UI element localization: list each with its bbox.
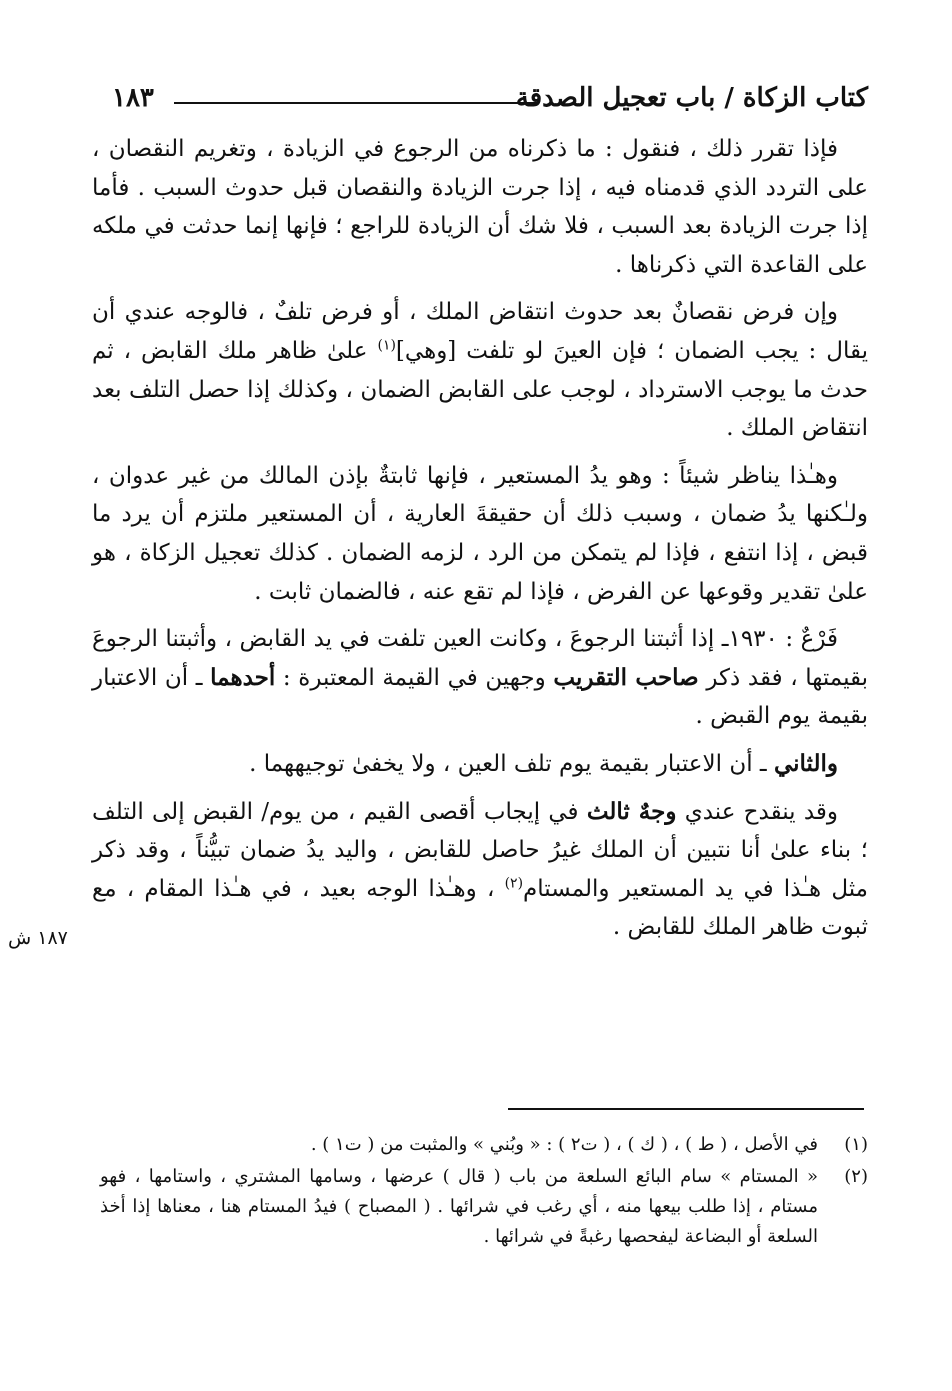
footnote-number: (١)	[844, 1134, 868, 1155]
paragraph: وقد ينقدح عندي وجهٌ ثالث في إيجاب أقصى القيم ، من يوم/ القبض إلى التلف ؛ بناء علىٰ أنا نتبين أن الملك غيرُ حاصل للقابض ، واليد يدُ ضمان تبيُّناً ، وقد ذكر مثل هـٰذا في يد المستعير والمستام$^{(٢)}$ ، وهـٰذا الوجه بعيد ، في هـٰذا المقام ، مع ثبوت ظاهر الملك للقابض .	[92, 797, 869, 941]
footnote	[100, 1130, 868, 1160]
running-title: كتاب الزكاة / باب تعجيل الصدقة	[515, 83, 868, 113]
paragraph: فَرْعٌ : ١٩٣٠ـ إذا أثبتنا الرجوعَ ، وكانت العين تلفت في يد القابض ، وأثبتنا الرجوعَ بقيمتها ، فقد ذكر صاحب التقريب وجهين في القيمة المعتبرة : أحدهما ـ أن الاعتبار بقيمة يوم القبض .	[92, 626, 869, 730]
footnotes	[100, 1130, 868, 1254]
footnote-text: « المستام » سام البائع السلعة من باب ( قال ) عرضها ، وسامها المشتري ، واستامها ، فهو مستام ، إذا طلب بيعها منه ، أي رغب في شرائها . ( المصباح ) فيدُ المستام هنا ، معناها إذا أخذ السلعة أو البضاعة ليفحصها رغبةً في شرائها .	[100, 1166, 818, 1247]
header-rule	[174, 102, 538, 104]
paragraph: وهـٰذا يناظر شيئاً : وهو يدُ المستعير ، فإنها ثابتةٌ بإذن المالك من غير عدوان ، ولـٰكنها يدُ ضمان ، وسبب ذلك أن حقيقةَ العارية ، أن المستعير ملتزم أن يرد ما قبض ، إذا انتفع ، فإذا لم يتمكن من الرد ، لزمه الضمان . كذلك تعجيل الزكاة ، هو علىٰ تقدير وقوعها عن الفرض ، فإذا لم تقع عنه ، فالضمان ثابت .	[92, 462, 868, 605]
footnote-ref: (١)	[377, 337, 396, 354]
paragraph: وإن فرض نقصانٌ بعد حدوث انتقاض الملك ، أو فرض تلفٌ ، فالوجه عندي أن يقال : يجب الضمان ؛ فإن العينَ لو تلفت [وهي]$^{(١)}$ علىٰ ظاهر ملك القابض ، ثم حدث ما يوجب الاسترداد ، لوجب على القابض الضمان ، وكذلك إذا حصل التلف بعد انتقاض الملك .	[92, 299, 869, 442]
margin-folio-note: ١٨٧ ش	[8, 927, 68, 949]
footnote-number: (٢)	[844, 1166, 868, 1187]
paragraph: فإذا تقرر ذلك ، فنقول : ما ذكرناه من الرجوع في الزيادة ، وتغريم النقصان ، على التردد الذي قدمناه فيه ، إذا جرت الزيادة والنقصان قبل حدوث السبب . فأما إذا جرت الزيادة بعد السبب ، فلا شك أن الزيادة للراجع ؛ فإنها إنما حدثت في ملكه على القاعدة التي ذكرناها .	[92, 136, 868, 278]
page-number: ١٨٣	[112, 83, 154, 113]
paragraph: والثاني ـ أن الاعتبار بقيمة يوم تلف العين ، ولا يخفىٰ توجيههما .	[249, 749, 838, 777]
footnote-ref: (٢)	[504, 875, 524, 892]
main-text	[92, 130, 868, 956]
footnote-text: في الأصل ، ( ط ) ، ( ك ) ، ( ت٢ ) : « وبُني » والمثبت من ( ت١ ) .	[310, 1134, 818, 1155]
footnote-rule	[508, 1108, 864, 1110]
running-header	[112, 78, 868, 118]
footnote	[100, 1162, 868, 1252]
